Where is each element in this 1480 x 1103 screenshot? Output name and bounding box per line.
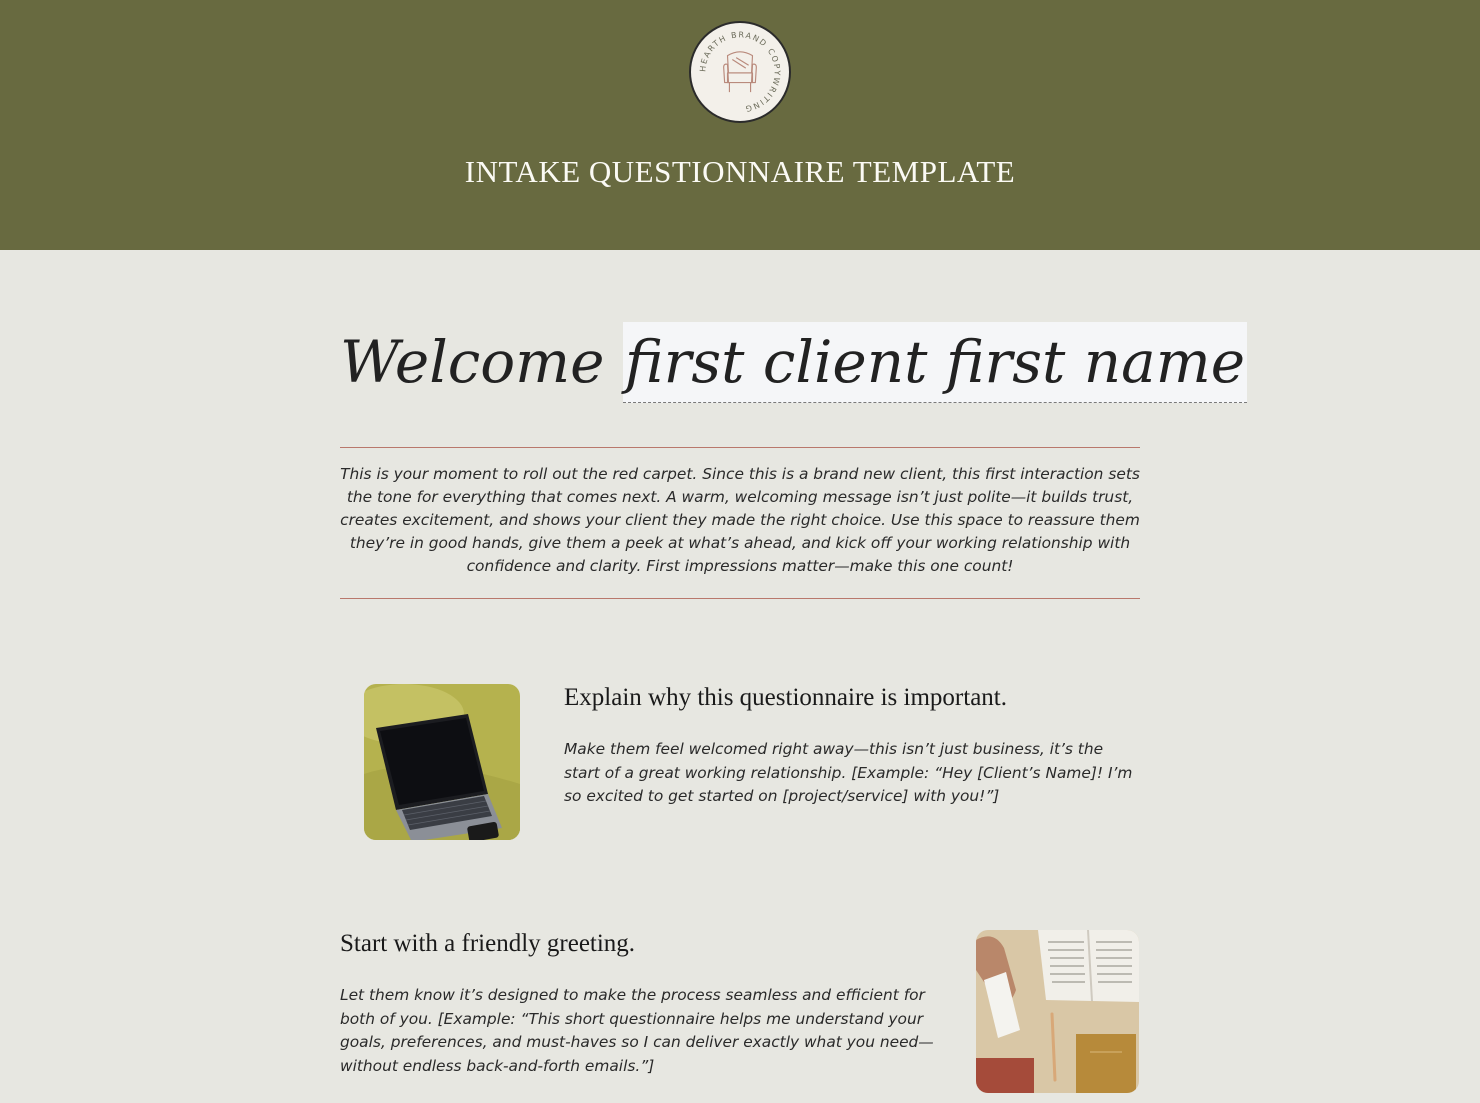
header-band: [0, 0, 1480, 250]
page-title: INTAKE QUESTIONNAIRE TEMPLATE: [464, 154, 1016, 189]
section-heading-friendly-greeting: Start with a friendly greeting.: [340, 930, 636, 957]
svg-text:HEARTH BRAND COPYWRITING: HEARTH BRAND COPYWRITING: [698, 30, 782, 114]
section-heading-why-important: Explain why this questionnaire is important.: [564, 684, 1007, 711]
desk-books-photo: [976, 930, 1139, 1093]
bottom-divider: [340, 598, 1140, 599]
section-body-friendly-greeting: Let them know it’s designed to make the process seamless and efficient for both of you. [Example: “This short questionnaire helps me understand your goals, preferences, and must-haves so I can deliver exactly what you need—without endless back-and-forth emails.”]: [340, 986, 934, 1075]
top-divider: [340, 447, 1140, 448]
laptop-photo: [364, 684, 520, 840]
welcome-line: [340, 322, 1246, 406]
armchair-logo-icon: [691, 23, 789, 121]
intro-paragraph: This is your moment to roll out the red carpet. Since this is a brand new client, this first interaction sets the tone for everything that comes next. A warm, welcoming message isn’t just polite—it builds trust, creates excitement, and shows your client they made the right choice. Use this space to reassure them they’re in good hands, give them a peek at what’s ahead, and kick off your working relationship with confidence and clarity. First impressions matter—make this one count!: [340, 465, 1140, 575]
brand-logo: [689, 21, 791, 123]
welcome-prefix: Welcome: [340, 328, 605, 396]
desk-books-image-icon: [976, 930, 1139, 1093]
laptop-image-icon: [364, 684, 520, 840]
client-first-name-field[interactable]: first client first name: [623, 322, 1247, 403]
section-body-why-important: Make them feel welcomed right away—this isn’t just business, it’s the start of a great working relationship. [Example: “Hey [Client’s Name]! I’m so excited to get started on [project/service] with you!”]: [564, 740, 1133, 805]
